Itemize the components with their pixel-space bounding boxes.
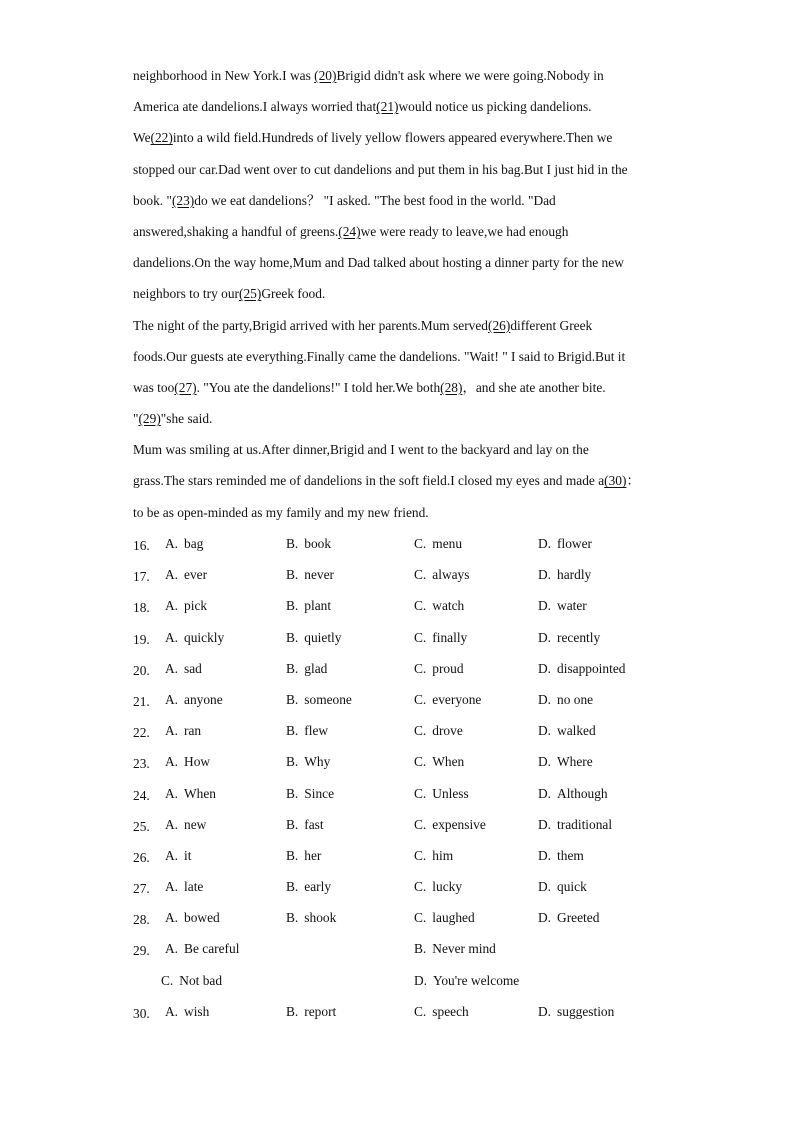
option-a[interactable] [165,561,207,588]
option-letter: C. [414,567,427,583]
option-c[interactable] [414,624,467,651]
question-number: 20. [133,662,150,678]
option-a[interactable] [165,780,216,807]
question-number: 18. [133,600,150,616]
option-b[interactable] [286,811,324,838]
option-letter: C. [414,629,427,645]
question-number: 24. [133,787,150,803]
option-letter: D. [538,536,552,551]
passage-text: Brigid didn't ask where we were going.Nobody in [336,68,604,83]
option-text: flower [557,536,592,551]
passage-text: " [133,411,139,427]
option-letter: A. [165,754,179,770]
option-letter: B. [286,598,299,614]
question-number: 28. [133,912,150,928]
option-text: ever [184,567,208,583]
option-text: late [184,879,204,895]
option-text: Not bad [179,972,223,988]
question-row [133,717,693,748]
passage-text: dandelions.On the way home,Mum and Dad talked about hosting a dinner party for the new [133,255,624,271]
question-number: 26. [133,849,150,865]
option-text: anyone [184,691,223,707]
option-text: Where [557,754,593,770]
question-row [133,530,693,561]
option-c[interactable] [414,530,462,557]
option-letter: B. [286,847,299,863]
option-d[interactable] [538,873,587,900]
question-row [133,655,693,686]
passage-text: answered,shaking a handful of greens. [133,223,339,239]
option-d[interactable] [538,842,584,869]
question-row [133,904,693,935]
passage-text: into a wild field.Hundreds of lively yellow flowers appeared everywhere.Then we [172,130,613,146]
option-a[interactable] [165,624,224,651]
option-letter: C. [414,1003,427,1019]
option-a[interactable] [165,935,239,962]
passage-text: ： [626,473,640,489]
option-text: Be careful [184,941,240,957]
option-text: bowed [184,910,220,926]
option-c[interactable] [414,780,469,807]
option-d[interactable] [538,717,596,744]
option-letter: A. [165,660,179,676]
option-letter: B. [286,536,299,551]
option-d[interactable] [538,592,587,619]
passage-text: do we eat dandelions？ "I asked. "The best food in the world. "Dad [194,192,556,208]
passage-text: we were ready to leave,we had enough [360,223,569,239]
option-text: her [304,847,322,863]
option-b[interactable] [286,748,330,775]
question-row [133,780,693,811]
option-letter: B. [286,910,299,926]
passage-text: The night of the party,Brigid arrived with her parents.Mum served [133,317,489,333]
option-d[interactable] [538,686,593,713]
option-text: proud [432,660,464,676]
option-letter: A. [165,816,179,832]
option-text: menu [432,536,463,551]
passage-line [133,62,673,93]
option-text: Greeted [557,910,600,926]
option-letter: C. [414,754,427,770]
option-text: drove [432,723,463,739]
passage-text: Greek food. [261,286,326,302]
question-number: 19. [133,631,150,647]
passage-text: neighborhood in New York.I was [133,68,315,83]
cloze-passage [133,62,673,530]
passage-text: Mum was smiling at us.After dinner,Brigid and I went to the backyard and lay on the [133,442,589,458]
question-row [133,592,693,623]
option-a[interactable] [165,748,210,775]
option-text: recently [557,629,601,645]
option-text: someone [304,691,352,707]
option-letter: B. [286,660,299,676]
option-letter: D. [538,910,552,926]
option-d[interactable] [538,904,599,931]
option-letter: D. [538,754,552,770]
passage-line [133,93,673,124]
option-text: quick [557,879,587,895]
option-c[interactable] [414,998,469,1025]
passage-text: foods.Our guests ate everything.Finally came the dandelions. "Wait! " I said to Brigid.But it [133,348,626,364]
option-letter: D. [538,816,552,832]
option-d[interactable] [538,780,608,807]
option-letter: D. [538,629,552,645]
option-letter: C. [414,910,427,926]
option-d[interactable] [538,998,614,1025]
option-text: laughed [432,910,475,926]
passage-line [133,187,673,218]
option-text: book [304,536,332,551]
option-text: water [557,598,587,614]
option-b[interactable] [414,935,496,962]
option-letter: A. [165,629,179,645]
option-letter: B. [286,1003,299,1019]
option-a[interactable] [165,655,202,682]
option-a[interactable] [165,530,203,557]
option-text: him [432,847,454,863]
passage-line [133,249,673,280]
option-letter: C. [414,660,427,676]
option-c[interactable] [161,967,222,994]
passage-line [133,343,673,374]
option-letter: C. [161,972,174,988]
option-d[interactable] [414,967,519,994]
passage-text: book. " [133,192,172,208]
option-letter: C. [414,847,427,863]
question-number: 22. [133,725,150,741]
option-text: Unless [432,785,469,801]
option-text: finally [432,629,468,645]
passage-line [133,218,673,249]
option-a[interactable] [165,811,206,838]
option-text: bag [184,536,204,551]
passage-text: neighbors to try our [133,286,239,302]
option-letter: B. [286,754,299,770]
option-a[interactable] [165,904,220,931]
option-letter: C. [414,879,427,895]
option-letter: D. [538,723,552,739]
option-text: You're welcome [433,972,520,988]
question-row [133,686,693,717]
question-row [133,748,693,779]
option-b[interactable] [286,873,331,900]
option-letter: B. [286,785,299,801]
blank-marker: (25) [239,286,262,302]
option-c[interactable] [414,561,469,588]
option-text: no one [557,691,594,707]
option-letter: A. [165,879,179,895]
option-text: quietly [304,629,342,645]
option-b[interactable] [286,530,331,557]
option-c[interactable] [414,811,486,838]
answer-options [133,530,693,1029]
option-letter: D. [538,879,552,895]
option-text: suggestion [557,1003,615,1019]
option-text: watch [432,598,465,614]
option-text: new [184,816,207,832]
option-letter: C. [414,785,427,801]
option-d[interactable] [538,748,593,775]
option-letter: D. [538,785,552,801]
option-text: wish [184,1003,210,1019]
option-letter: C. [414,816,427,832]
option-a[interactable] [165,998,209,1025]
option-b[interactable] [286,624,341,651]
option-text: flew [304,723,329,739]
option-b[interactable] [286,780,334,807]
option-letter: D. [538,847,552,863]
passage-line [133,405,673,436]
option-letter: B. [286,629,299,645]
option-c[interactable] [414,592,464,619]
passage-text: would notice us picking dandelions. [398,99,592,115]
passage-text: ，and she ate another bite. [462,379,606,395]
option-letter: D. [414,972,428,988]
option-letter: B. [286,567,299,583]
question-number: 16. [133,538,150,553]
option-letter: A. [165,598,179,614]
passage-line [133,312,673,343]
question-row [133,561,693,592]
option-letter: A. [165,567,179,583]
option-text: hardly [557,567,592,583]
option-a[interactable] [165,717,201,744]
question-number: 17. [133,569,150,585]
passage-text: grass.The stars reminded me of dandelions in the soft field.I closed my eyes and made a [133,473,605,489]
option-letter: B. [286,879,299,895]
question-row-continued [133,967,693,998]
option-a[interactable] [165,686,223,713]
passage-line [133,499,673,530]
blank-marker: (23) [171,192,195,208]
passage-text: to be as open-minded as my family and my new friend. [133,504,429,520]
option-letter: B. [414,941,427,957]
option-text: report [304,1003,337,1019]
option-letter: D. [538,660,552,676]
question-row [133,842,693,873]
option-text: quickly [184,629,225,645]
option-text: never [304,567,335,583]
option-letter: A. [165,785,179,801]
option-letter: A. [165,691,179,707]
question-row [133,624,693,655]
option-text: them [557,847,584,863]
option-text: disappointed [557,660,626,676]
option-letter: D. [538,691,552,707]
passage-text: . "You ate the dandelions!" I told her.We both [196,379,441,395]
blank-marker: (24) [338,223,361,239]
option-text: lucky [432,879,463,895]
option-text: early [304,879,332,895]
option-c[interactable] [414,717,463,744]
passage-line [133,467,673,498]
option-c[interactable] [414,904,475,931]
option-b[interactable] [286,904,336,931]
question-row [133,811,693,842]
option-text: How [184,754,211,770]
option-letter: C. [414,691,427,707]
option-letter: A. [165,1003,179,1019]
option-text: expensive [432,816,486,832]
option-b[interactable] [286,686,352,713]
option-d[interactable] [538,561,591,588]
question-number: 21. [133,693,150,709]
option-text: shook [304,910,337,926]
question-number: 25. [133,818,150,834]
blank-marker: (21) [376,99,399,115]
option-a[interactable] [165,873,203,900]
option-a[interactable] [165,592,207,619]
option-d[interactable] [538,530,592,557]
blank-marker: (28) [440,379,463,395]
option-text: pick [184,598,208,614]
passage-line [133,156,673,187]
passage-text: "she said. [160,411,213,427]
option-b[interactable] [286,717,328,744]
option-text: ran [184,723,202,739]
question-row [133,935,693,966]
option-c[interactable] [414,842,453,869]
option-text: sad [184,660,202,676]
option-letter: A. [165,941,179,957]
passage-text: different Greek [510,317,593,333]
option-letter: A. [165,847,179,863]
question-row [133,998,693,1029]
option-d[interactable] [538,811,612,838]
question-number: 30. [133,1005,150,1021]
option-letter: A. [165,536,179,551]
option-b[interactable] [286,998,336,1025]
option-d[interactable] [538,655,625,682]
option-text: Since [304,785,335,801]
blank-marker: (27) [174,379,197,395]
passage-line [133,374,673,405]
blank-marker: (30) [604,473,627,489]
question-number: 27. [133,881,150,897]
question-row [133,873,693,904]
option-letter: B. [286,723,299,739]
option-text: speech [432,1003,469,1019]
option-c[interactable] [414,655,464,682]
passage-text: America ate dandelions.I always worried that [133,99,377,115]
option-text: Why [304,754,331,770]
blank-marker: (26) [488,317,511,333]
blank-marker: (22) [150,130,173,146]
question-number: 29. [133,943,150,959]
passage-line [133,436,673,467]
option-d[interactable] [538,624,600,651]
question-number: 23. [133,756,150,772]
option-text: it [184,847,192,863]
passage-text: We [133,130,151,146]
option-text: plant [304,598,332,614]
option-text: traditional [557,816,613,832]
option-c[interactable] [414,748,464,775]
option-text: Never mind [432,941,496,957]
option-text: When [432,754,465,770]
option-text: glad [304,660,328,676]
option-b[interactable] [286,561,334,588]
option-b[interactable] [286,842,321,869]
passage-line [133,124,673,155]
passage-text: was too [133,379,175,395]
option-letter: D. [538,598,552,614]
option-letter: D. [538,567,552,583]
blank-marker: (20) [314,68,337,83]
option-letter: B. [286,691,299,707]
option-text: fast [304,816,324,832]
option-letter: B. [286,816,299,832]
option-c[interactable] [414,686,481,713]
option-text: everyone [432,691,482,707]
option-letter: C. [414,536,427,551]
option-letter: D. [538,1003,552,1019]
option-text: always [432,567,470,583]
option-letter: C. [414,723,427,739]
option-b[interactable] [286,655,327,682]
option-letter: C. [414,598,427,614]
option-text: When [184,785,217,801]
blank-marker: (29) [138,411,161,427]
passage-text: stopped our car.Dad went over to cut dandelions and put them in his bag.But I just hid in the [133,161,628,177]
option-letter: A. [165,910,179,926]
passage-line [133,280,673,311]
option-b[interactable] [286,592,331,619]
option-text: Although [557,785,608,801]
option-text: walked [557,723,596,739]
option-c[interactable] [414,873,462,900]
option-letter: A. [165,723,179,739]
option-a[interactable] [165,842,191,869]
